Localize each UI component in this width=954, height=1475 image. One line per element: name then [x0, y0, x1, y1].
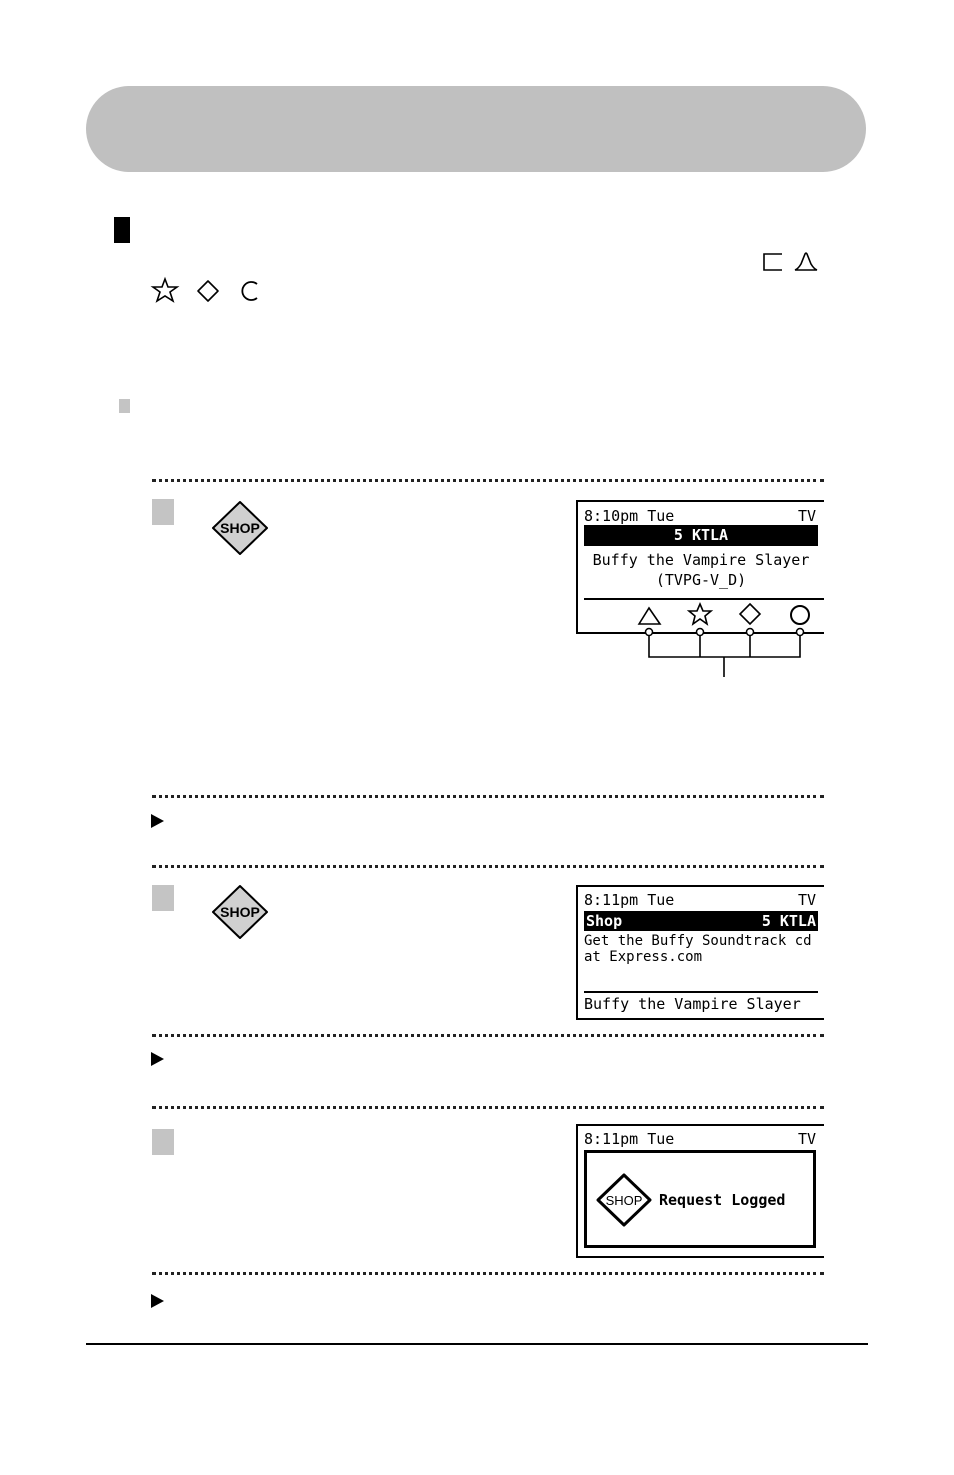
device-screen-3 — [576, 1124, 824, 1258]
offer-line-1: Get the Buffy Soundtrack cd — [584, 933, 812, 949]
confirmation-panel — [584, 1150, 816, 1248]
shop-button-icon — [209, 500, 271, 556]
separator — [152, 865, 824, 868]
offer-line-2: at Express.com — [584, 949, 703, 965]
svg-text:SHOP: SHOP — [220, 904, 260, 920]
program-rating: (TVPG-V_D) — [655, 571, 747, 589]
screen-time: 8:11pm Tue — [584, 891, 675, 909]
screen-divider — [584, 991, 818, 993]
device-screen-2 — [576, 885, 824, 1020]
shop-button-icon — [595, 1173, 653, 1227]
screen-time: 8:10pm Tue — [584, 507, 675, 525]
star-key-icon — [150, 277, 180, 303]
screen-mode: TV — [797, 507, 816, 525]
screen-mode: TV — [797, 1130, 816, 1148]
diamond-key-icon — [195, 279, 221, 303]
separator — [152, 1272, 824, 1275]
header-banner — [86, 86, 866, 172]
separator — [152, 1106, 824, 1109]
separator — [152, 1034, 824, 1037]
triangle-key-icon — [793, 250, 819, 272]
footer-rule — [86, 1343, 868, 1345]
step-number-box — [152, 1129, 174, 1155]
subsection-marker — [119, 399, 130, 413]
shop-button-icon — [209, 884, 271, 940]
screen-softkey-callout — [576, 600, 836, 680]
program-title: Buffy the Vampire Slayer — [592, 551, 810, 569]
channel-bar: 5 KTLA — [584, 525, 818, 546]
shop-label: Shop — [586, 912, 623, 930]
arrow-icon — [151, 1052, 164, 1066]
confirmation-message: Request Logged — [659, 1191, 786, 1209]
step-number-box — [152, 885, 174, 911]
arrow-icon — [151, 814, 164, 828]
square-key-icon — [762, 252, 784, 272]
channel-label: 5 KTLA — [761, 912, 816, 930]
separator — [152, 479, 824, 482]
shop-header-bar — [584, 911, 818, 931]
svg-text:SHOP: SHOP — [605, 1193, 643, 1208]
step-number-box — [152, 499, 174, 525]
screen-mode: TV — [797, 891, 816, 909]
section-marker — [114, 217, 130, 243]
arrow-icon — [151, 1294, 164, 1308]
circle-key-icon — [236, 279, 262, 303]
svg-text:SHOP: SHOP — [220, 520, 260, 536]
program-title: Buffy the Vampire Slayer — [584, 995, 801, 1013]
separator — [152, 795, 824, 798]
screen-time: 8:11pm Tue — [584, 1130, 675, 1148]
